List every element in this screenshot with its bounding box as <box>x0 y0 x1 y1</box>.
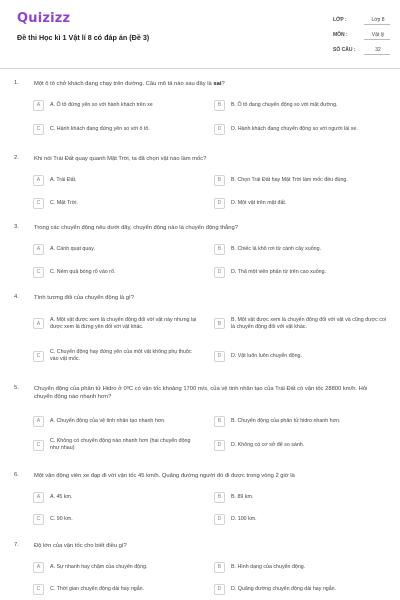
option-b[interactable] <box>214 240 387 258</box>
question-text: Trong các chuyển động nêu dưới đây, chuyển động nào là chuyển động thẳng? <box>34 225 238 231</box>
option-d[interactable] <box>214 347 387 365</box>
option-d[interactable] <box>214 436 387 454</box>
question-text: Chuyển động của phân tử Hidro ở 0ºC có vận tốc khoảng 1700 m/s, của vệ tinh nhân tạo của Trái Đất có vận tốc 28800 km/h. Hỏi chuyển động nào nhanh hơn? <box>34 386 368 400</box>
option-letter: D <box>214 124 225 135</box>
option-text: A. Một vật được xem là chuyển động đối với vật này nhưng lại được xem là đứng yên đối với vật khác. <box>50 316 197 330</box>
option-letter: D <box>214 584 225 595</box>
meta-subject-label: MÔN : <box>333 32 348 38</box>
quizizz-logo[interactable]: Quizizz <box>17 11 71 26</box>
option-d[interactable] <box>214 580 387 598</box>
header-divider <box>0 68 400 69</box>
option-letter: B <box>214 562 225 573</box>
option-b[interactable] <box>214 488 387 506</box>
option-letter: B <box>214 492 225 503</box>
option-c[interactable] <box>33 436 199 454</box>
option-text: D. 100 km. <box>231 515 257 522</box>
option-d[interactable] <box>214 263 387 281</box>
option-c[interactable] <box>33 580 199 598</box>
option-letter: B <box>214 416 225 427</box>
document-header <box>0 0 400 68</box>
option-letter: D <box>214 514 225 525</box>
option-b[interactable] <box>214 412 387 430</box>
option-text: D. Hành khách đang chuyển động so với người lái xe. <box>231 125 358 132</box>
meta-underline <box>364 24 390 25</box>
option-text: D. Một vật trên mặt đất. <box>231 199 287 206</box>
option-a[interactable] <box>33 488 199 506</box>
option-letter: C <box>33 124 44 135</box>
document-title: Đề thi Học kì 1 Vật lí 8 có đáp án (Đề 3) <box>17 33 150 42</box>
question-emphasis: sai <box>213 81 222 87</box>
option-c[interactable] <box>33 347 199 365</box>
meta-underline <box>364 54 390 55</box>
question-number: 3. <box>14 224 19 230</box>
option-a[interactable] <box>33 171 199 189</box>
option-c[interactable] <box>33 120 199 138</box>
option-letter: A <box>33 318 44 329</box>
option-c[interactable] <box>33 510 199 528</box>
option-a[interactable] <box>33 412 199 430</box>
option-b[interactable] <box>214 312 387 335</box>
option-letter: B <box>214 244 225 255</box>
meta-grade-value: Lớp 8 <box>371 17 385 23</box>
meta-underline <box>364 39 390 40</box>
option-letter: D <box>214 351 225 362</box>
option-letter: C <box>33 198 44 209</box>
option-d[interactable] <box>214 120 387 138</box>
option-d[interactable] <box>214 194 387 212</box>
option-text: A. Ô tô đứng yên so với hành khách trên xe <box>50 101 153 108</box>
option-b[interactable] <box>214 171 387 189</box>
option-letter: A <box>33 562 44 573</box>
option-text: A. Trái Đất. <box>50 176 77 183</box>
option-c[interactable] <box>33 263 199 281</box>
option-letter: A <box>33 492 44 503</box>
question-text: Tính tương đối của chuyển động là gì? <box>34 295 134 301</box>
option-text: B. Hình dạng của chuyển động. <box>231 563 306 570</box>
option-text: A. 45 km. <box>50 493 73 500</box>
question-number: 5. <box>14 385 19 391</box>
option-letter: C <box>33 440 44 451</box>
option-letter: B <box>214 318 225 329</box>
option-text: C. 90 km. <box>50 515 73 522</box>
option-text: A. Chuyển động của vệ tinh nhân tạo nhanh hơn. <box>50 417 166 424</box>
meta-count-value: 32 <box>375 47 381 53</box>
question-number: 6. <box>14 472 19 478</box>
question-number: 4. <box>14 294 19 300</box>
option-letter: C <box>33 351 44 362</box>
option-text: D. Vật luôn luôn chuyển động. <box>231 352 302 359</box>
option-letter: D <box>214 198 225 209</box>
meta-grade-label: LỚP : <box>333 17 347 23</box>
option-text: B. Chọn Trái Đất hay Mặt Trời làm mốc đều đúng. <box>231 176 348 183</box>
option-letter: A <box>33 175 44 186</box>
option-text: D. Quãng đường chuyển động dài hay ngắn. <box>231 585 337 592</box>
option-text: B. Ô tô đang chuyển động so với mặt đường. <box>231 101 338 108</box>
option-text: B. Chiếc lá khô rơi từ cành cây xuống. <box>231 245 322 252</box>
option-letter: D <box>214 267 225 278</box>
option-a[interactable] <box>33 312 199 335</box>
option-letter: A <box>33 416 44 427</box>
option-a[interactable] <box>33 240 199 258</box>
option-text: A. Cánh quạt quay. <box>50 245 95 252</box>
question-number: 7. <box>14 542 19 548</box>
question-number: 2. <box>14 155 19 161</box>
option-letter: D <box>214 440 225 451</box>
option-b[interactable] <box>214 96 387 114</box>
meta-subject-value: Vật lý <box>371 32 385 38</box>
question-number: 1. <box>14 80 19 86</box>
option-a[interactable] <box>33 96 199 114</box>
option-text: C. Ném quả bóng rổ vào rổ. <box>50 268 116 275</box>
option-text: B. Một vật được xem là chuyển động đối với vật và cũng được coi là chuyển động đối với vật khác. <box>231 316 387 330</box>
option-d[interactable] <box>214 510 387 528</box>
option-letter: B <box>214 100 225 111</box>
question-text: Một ô tô chở khách đang chạy trên đường. Câu mô tả nào sau đây là sai? <box>34 81 225 87</box>
option-letter: C <box>33 514 44 525</box>
option-text: C. Chuyển động hay đứng yên của một vật không phụ thuộc vào vật mốc. <box>50 349 192 362</box>
option-text: C. Mặt Trời. <box>50 199 78 206</box>
option-letter: C <box>33 584 44 595</box>
option-letter: C <box>33 267 44 278</box>
option-c[interactable] <box>33 194 199 212</box>
option-text: A. Sự nhanh hay chậm của chuyển động. <box>50 563 148 570</box>
option-text: D. Thả một viên phấn từ trên cao xuống. <box>231 268 327 275</box>
option-letter: B <box>214 175 225 186</box>
option-text: C. Không có chuyển động nào nhanh hơn (hai chuyển động như nhau) <box>50 438 191 451</box>
option-text: B. 89 km. <box>231 493 254 500</box>
option-text: C. Thời gian chuyển động dài hay ngắn. <box>50 585 145 592</box>
meta-count-label: SỐ CÂU : <box>333 47 356 53</box>
option-letter: A <box>33 244 44 255</box>
option-text: B. Chuyển động của phân tử hidro nhanh hơn. <box>231 417 341 424</box>
question-text: Độ lớn của vận tốc cho biết điều gì? <box>34 543 127 549</box>
option-text: D. Không có cơ sở để so sánh. <box>231 441 305 448</box>
option-letter: A <box>33 100 44 111</box>
question-text: Khi nói Trái Đất quay quanh Mặt Trời, ta đã chọn vật nào làm mốc? <box>34 156 207 162</box>
option-text: C. Hành khách đang đứng yên so với ô tô. <box>50 125 150 132</box>
option-b[interactable] <box>214 558 387 576</box>
question-text: Một vận động viên xe đạp đi với vận tốc 45 km/h. Quãng đường người đó đi được trong vòng 2 giờ là <box>34 473 295 479</box>
option-a[interactable] <box>33 558 199 576</box>
